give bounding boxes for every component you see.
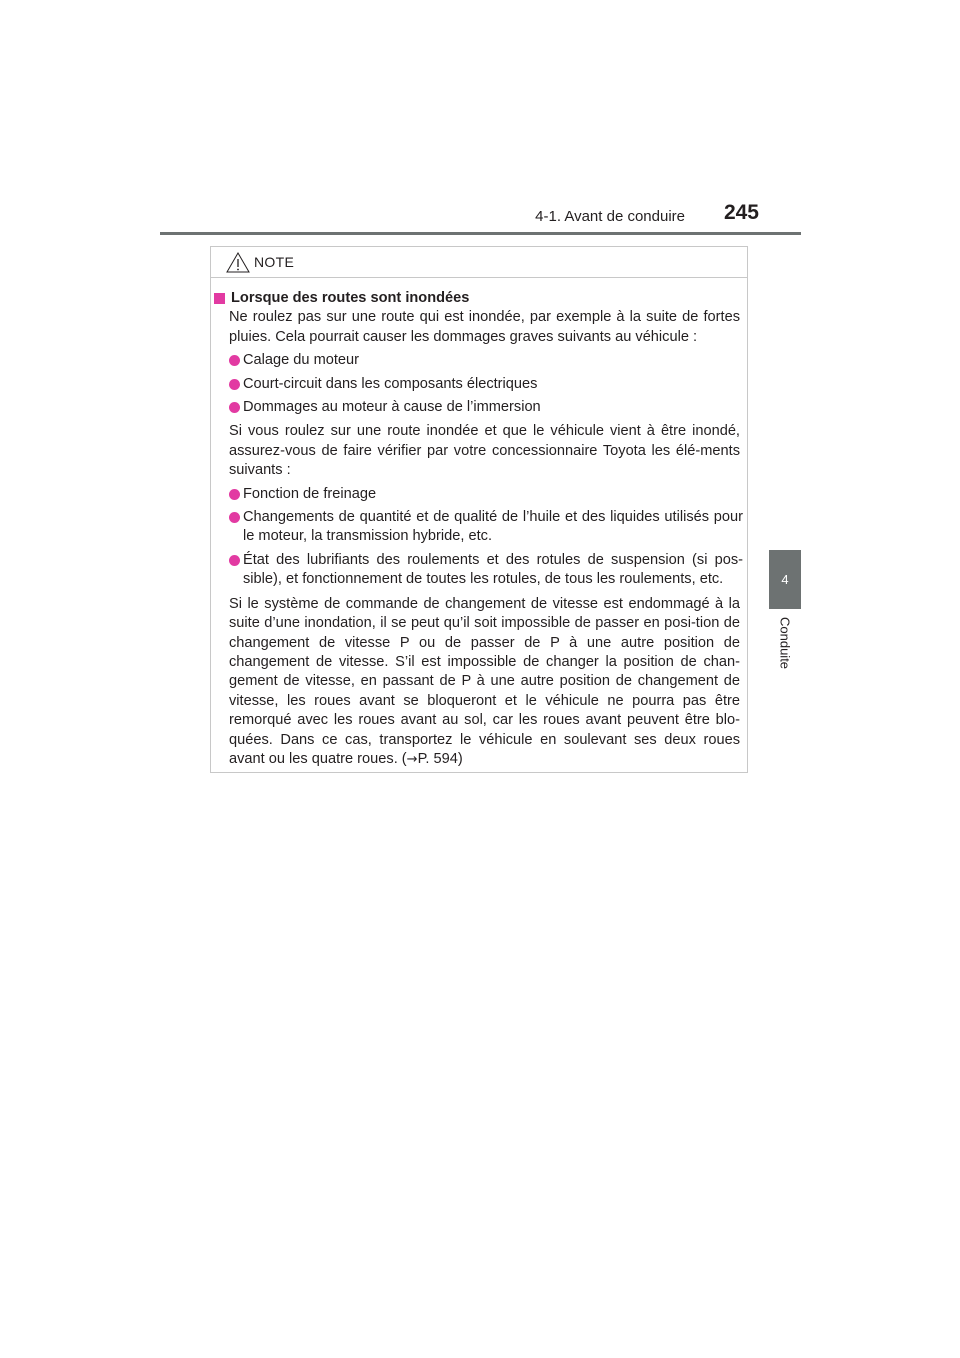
list-item (243, 351, 743, 370)
header-rule (160, 232, 801, 235)
round-bullet-icon (229, 379, 240, 390)
list-item (243, 485, 743, 504)
chapter-tab[interactable] (769, 550, 801, 609)
round-bullet-icon (229, 402, 240, 413)
list-item-text: Dommages au moteur à cause de l’immersion (243, 399, 541, 416)
list-item-text: Fonction de freinage (243, 485, 377, 502)
chapter-number: 4 (781, 572, 789, 587)
note-heading-text: Lorsque des routes sont inondées (231, 290, 470, 306)
round-bullet-icon (229, 355, 240, 366)
page-header (160, 196, 801, 236)
round-bullet-icon (229, 555, 240, 566)
section-title: 4-1. Avant de conduire (535, 208, 685, 225)
shift-text: Si le système de commande de changement de vitesse est endommagé à la suite d’une inondation, il se peut qu’il soit impossible de passer en posi-tion de changement de vitesse P ou de passer de P à une autre position de changement de vitesse. S’il est impossible de changer la position de chan-gement de vitesse, en passant de P à une autre position de changement de vitesse, les roues avant se bloqueront et le véhicule ne pourra pas être remorqué avec les roues avant au sol, car les roues avant peuvent être blo-quées. Dans ce cas, transportez le véhicule en soulevant ses deux roues avant ou les quatre roues. ( (229, 595, 740, 767)
list-item-text: Court-circuit dans les composants électriques (243, 375, 538, 392)
note-box (210, 246, 748, 773)
square-bullet-icon (214, 293, 225, 304)
intro-paragraph: Ne roulez pas sur une route qui est inondée, par exemple à la suite de fortes pluies. Cela pourrait causer les dommages graves suivants au véhicule : (229, 309, 740, 345)
note-heading (211, 289, 749, 308)
list-item (243, 508, 743, 547)
list-item (243, 398, 743, 417)
chapter-label-text: Conduite (777, 617, 793, 670)
note-body (211, 289, 749, 769)
page-reference-link[interactable]: P. 594) (417, 750, 463, 767)
warning-triangle-icon (226, 252, 250, 273)
arrow-right-icon: → (406, 751, 418, 767)
check-paragraph: Si vous roulez sur une route inondée et que le véhicule vient à être inondé, assurez-vous de faire vérifier par votre concessionnaire Toyota les élé-ments suivants : (229, 423, 740, 479)
list-item (243, 375, 743, 394)
shift-paragraph (229, 595, 740, 770)
page-number: 245 (723, 201, 759, 224)
list-item-text: Changements de quantité et de qualité de l’huile et des liquides utilisés pour le moteur, la transmission hybride, etc. (243, 509, 743, 545)
list-item-text: Calage du moteur (243, 352, 360, 369)
list-item (243, 551, 743, 590)
round-bullet-icon (229, 489, 240, 500)
chapter-label (770, 617, 800, 697)
note-header (211, 247, 747, 278)
list-item-text: État des lubrifiants des roulements et des rotules de suspension (si pos-sible), et fonctionnement de toutes les rotules, de tous les roulements, etc. (243, 551, 743, 588)
note-label: NOTE (254, 254, 295, 270)
round-bullet-icon (229, 512, 240, 523)
